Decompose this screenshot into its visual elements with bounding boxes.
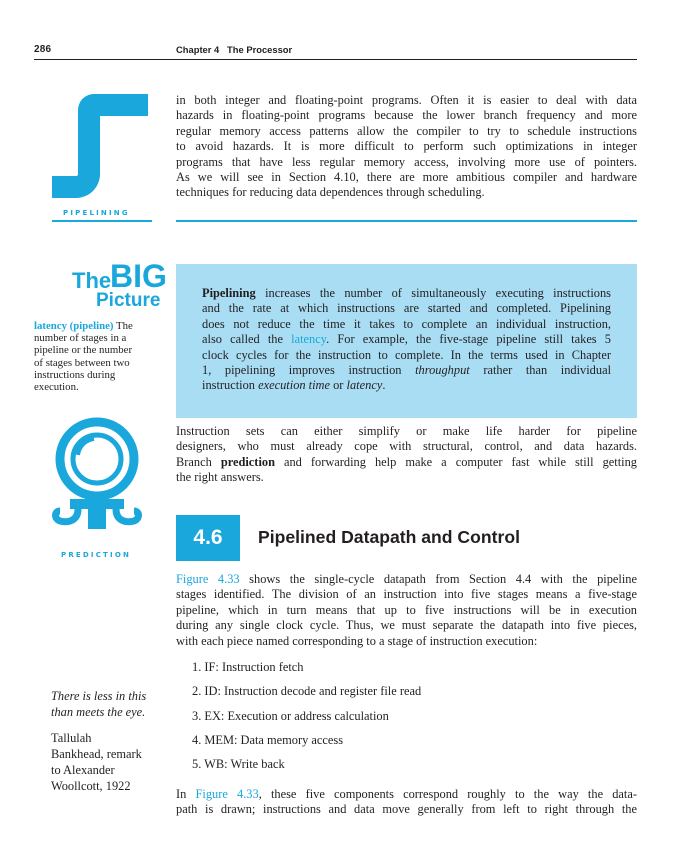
intro-line: programs that have less regular memory access, involving more use of pointers. <box>176 154 637 169</box>
text-span: Branch <box>176 454 221 469</box>
page-number: 286 <box>34 44 52 55</box>
closing-paragraph <box>176 787 637 818</box>
list-item: 3. EX: Execution or address calculation <box>192 709 389 723</box>
intro-line: As we will see in Section 4.10, there are more ambitious compiler and hardware <box>176 170 637 185</box>
text-span: 1, pipelining improves instruction <box>202 363 416 378</box>
intro-line: regular memory access patterns allow the compiler to try to schedule instructions <box>176 123 637 138</box>
big-picture-big: BIG <box>110 258 167 294</box>
text-line: does not reduce the time it takes to complete an individual instruction, <box>202 316 611 331</box>
quote-attribution: Bankhead, remark <box>51 747 142 761</box>
intro-line: hazards in floating-point programs because the lower branch frequency and more <box>176 108 637 123</box>
text-span: rather than individual <box>469 363 612 378</box>
section-number: 4.6 <box>176 515 240 561</box>
text-line: path is drawn; instructions and data move generally from left to right through the <box>176 802 637 817</box>
big-picture-picture: Picture <box>96 290 161 311</box>
quote-line: than meets the eye. <box>51 705 146 719</box>
pipelining-label: PIPELINING <box>63 209 130 217</box>
text-line: designers, who must already cope with structural, control, and data hazards. <box>176 439 637 454</box>
glossary-line: pipeline or the number <box>34 344 133 357</box>
glossary-line: instructions during <box>34 368 116 381</box>
text-span: latency <box>346 378 383 393</box>
text-line: with each piece named corresponding to a stage of instruction execution: <box>176 633 538 648</box>
text-span: , these five components correspond roughly to the way the data- <box>258 787 637 801</box>
prediction-paragraph <box>176 424 637 486</box>
quote-attribution: to Alexander <box>51 763 115 777</box>
quote-attribution: Woollcott, 1922 <box>51 779 131 793</box>
text-span: execution time <box>258 378 331 393</box>
term-pipelining: Pipelining <box>202 286 256 300</box>
list-item: 5. WB: Write back <box>192 757 285 771</box>
intro-line: to avoid hazards. It is more difficult to perform such optimizations in integer <box>176 139 637 154</box>
term-prediction: prediction <box>220 454 275 469</box>
list-item: 4. MEM: Data memory access <box>192 733 344 747</box>
figure-link[interactable]: Figure 4.33 <box>195 787 259 801</box>
header-rule <box>34 59 637 60</box>
text-line: the right answers. <box>176 470 264 485</box>
glossary-def: The <box>113 320 133 332</box>
quote-line: There is less in this <box>51 689 147 703</box>
text-span: shows the single-cycle datapath from Section 4.4 with the pipeline <box>239 572 637 586</box>
pipelining-icon <box>52 94 148 198</box>
glossary-line: of stages between two <box>34 356 130 369</box>
text-span: throughput <box>415 363 470 378</box>
prediction-icon <box>48 415 146 539</box>
text-line: pipeline, which in turn means that up to five instructions will be in execution <box>176 602 637 617</box>
margin-quote <box>51 688 171 794</box>
glossary-term: latency (pipeline) <box>34 320 114 332</box>
text-span: or <box>330 378 347 393</box>
glossary-latency <box>34 320 154 393</box>
latency-link[interactable]: latency <box>291 332 327 347</box>
quote-attribution: Tallulah <box>51 731 92 745</box>
intro-paragraph <box>176 93 637 201</box>
text-line: stages identified. The division of an instruction into five stages means a five-stage <box>176 587 637 602</box>
section-title: Pipelined Datapath and Control <box>258 527 520 547</box>
text-line: and the rate at which instructions are started and completed. Pipelining <box>202 301 611 316</box>
section-rule-left <box>52 220 152 222</box>
running-header: Chapter 4 The Processor <box>176 44 293 55</box>
intro-line: techniques for reducing data dependences through scheduling. <box>176 185 485 200</box>
prediction-label: PREDICTION <box>61 551 132 559</box>
text-span: and forwarding help make a computer fast while still getting <box>274 454 637 469</box>
text-line: clock cycles for the instruction to complete. In the terms used in Chapter <box>202 347 611 362</box>
text-span: In <box>176 787 196 801</box>
figure-link[interactable]: Figure 4.33 <box>176 572 240 586</box>
list-item: 2. ID: Instruction decode and register file read <box>192 684 422 698</box>
text-line: during any single clock cycle. Thus, we must separate the datapath into five pieces, <box>176 618 637 633</box>
list-item: 1. IF: Instruction fetch <box>192 660 304 674</box>
text-span: . For example, the five-stage pipeline still takes 5 <box>326 332 611 347</box>
text-span: also called the <box>202 332 292 347</box>
glossary-line: number of stages in a <box>34 332 127 345</box>
section-rule <box>176 220 637 222</box>
text-span: . <box>382 378 386 393</box>
text-span: increases the number of simultaneously executing instructions <box>255 286 611 300</box>
text-line: Instruction sets can either simplify or make life harder for pipeline <box>176 424 637 438</box>
big-picture-the: The <box>72 268 112 293</box>
big-picture-text <box>202 286 611 394</box>
datapath-paragraph <box>176 572 637 649</box>
text-span: instruction <box>202 378 259 393</box>
glossary-line: execution. <box>34 381 79 394</box>
intro-line: in both integer and floating-point programs. Often it is easier to deal with data <box>176 93 637 107</box>
